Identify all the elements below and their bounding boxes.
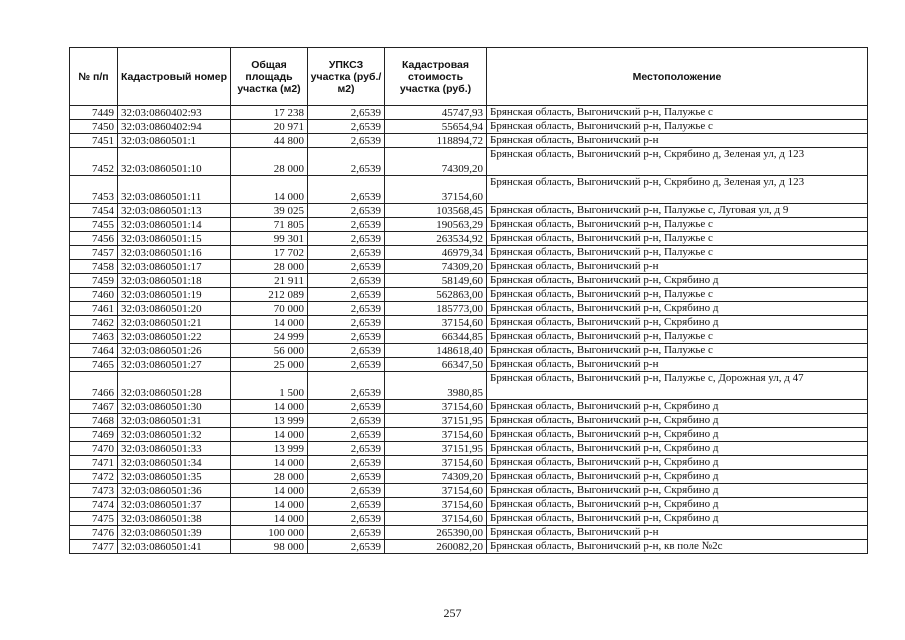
row-num: 7470 [70, 442, 118, 456]
row-area: 98 000 [231, 540, 308, 554]
row-rate: 2,6539 [308, 498, 385, 512]
row-num: 7457 [70, 246, 118, 260]
row-num: 7462 [70, 316, 118, 330]
row-area: 212 089 [231, 288, 308, 302]
row-rate: 2,6539 [308, 120, 385, 134]
table-row [70, 316, 868, 330]
row-num: 7476 [70, 526, 118, 540]
row-num: 7451 [70, 134, 118, 148]
row-location: Брянская область, Выгоничский р-н, Палужье с [487, 288, 868, 302]
row-location: Брянская область, Выгоничский р-н [487, 358, 868, 372]
row-cost: 45747,93 [385, 106, 487, 120]
row-cost: 37154,60 [385, 498, 487, 512]
row-cost: 103568,45 [385, 204, 487, 218]
row-num: 7449 [70, 106, 118, 120]
row-area: 14 000 [231, 498, 308, 512]
row-area: 71 805 [231, 218, 308, 232]
row-location: Брянская область, Выгоничский р-н, Палужье с, Луговая ул, д 9 [487, 204, 868, 218]
row-cost: 265390,00 [385, 526, 487, 540]
table-row [70, 540, 868, 554]
row-rate: 2,6539 [308, 344, 385, 358]
table-row [70, 260, 868, 274]
row-location: Брянская область, Выгоничский р-н, Скрябино д [487, 512, 868, 526]
row-num: 7468 [70, 414, 118, 428]
table-row [70, 512, 868, 526]
row-num: 7463 [70, 330, 118, 344]
row-cost: 37154,60 [385, 484, 487, 498]
row-cadastral-number: 32:03:0860501:33 [118, 442, 231, 456]
row-cadastral-number: 32:03:0860501:32 [118, 428, 231, 442]
row-area: 28 000 [231, 470, 308, 484]
row-num: 7458 [70, 260, 118, 274]
row-location: Брянская область, Выгоничский р-н [487, 526, 868, 540]
row-num: 7477 [70, 540, 118, 554]
row-cost: 37151,95 [385, 442, 487, 456]
row-area: 70 000 [231, 302, 308, 316]
header-cadastral: Кадастровый номер [118, 48, 231, 106]
row-location: Брянская область, Выгоничский р-н, Скрябино д [487, 498, 868, 512]
header-cost: Кадастровая стоимость участка (руб.) [385, 48, 487, 106]
row-cost: 37154,60 [385, 512, 487, 526]
row-cadastral-number: 32:03:0860501:18 [118, 274, 231, 288]
row-rate: 2,6539 [308, 288, 385, 302]
row-area: 14 000 [231, 400, 308, 414]
row-rate: 2,6539 [308, 428, 385, 442]
row-location: Брянская область, Выгоничский р-н, Скрябино д [487, 484, 868, 498]
row-num: 7467 [70, 400, 118, 414]
row-location: Брянская область, Выгоничский р-н, Скрябино д [487, 302, 868, 316]
row-area: 25 000 [231, 358, 308, 372]
row-rate: 2,6539 [308, 246, 385, 260]
row-area: 20 971 [231, 120, 308, 134]
table-row [70, 400, 868, 414]
row-cost: 118894,72 [385, 134, 487, 148]
row-area: 17 702 [231, 246, 308, 260]
table-row [70, 148, 868, 176]
table-row [70, 456, 868, 470]
header-location: Местоположение [487, 48, 868, 106]
row-cost: 74309,20 [385, 260, 487, 274]
row-cadastral-number: 32:03:0860501:30 [118, 400, 231, 414]
row-rate: 2,6539 [308, 148, 385, 176]
row-rate: 2,6539 [308, 218, 385, 232]
row-location: Брянская область, Выгоничский р-н, Скрябино д [487, 470, 868, 484]
row-num: 7460 [70, 288, 118, 302]
row-cadastral-number: 32:03:0860501:39 [118, 526, 231, 540]
row-cost: 66347,50 [385, 358, 487, 372]
row-area: 14 000 [231, 512, 308, 526]
row-rate: 2,6539 [308, 302, 385, 316]
table-row [70, 302, 868, 316]
row-area: 39 025 [231, 204, 308, 218]
row-rate: 2,6539 [308, 414, 385, 428]
row-cost: 55654,94 [385, 120, 487, 134]
row-area: 44 800 [231, 134, 308, 148]
row-location: Брянская область, Выгоничский р-н, Скрябино д [487, 316, 868, 330]
row-num: 7461 [70, 302, 118, 316]
header-num: № п/п [70, 48, 118, 106]
row-cadastral-number: 32:03:0860501:14 [118, 218, 231, 232]
row-cadastral-number: 32:03:0860402:94 [118, 120, 231, 134]
row-location: Брянская область, Выгоничский р-н, Скрябино д [487, 428, 868, 442]
row-cost: 37154,60 [385, 176, 487, 204]
table-row [70, 232, 868, 246]
row-cost: 74309,20 [385, 470, 487, 484]
table-row [70, 484, 868, 498]
row-location: Брянская область, Выгоничский р-н, Палужье с [487, 232, 868, 246]
row-area: 14 000 [231, 428, 308, 442]
row-cadastral-number: 32:03:0860501:36 [118, 484, 231, 498]
row-num: 7464 [70, 344, 118, 358]
row-rate: 2,6539 [308, 260, 385, 274]
row-cadastral-number: 32:03:0860501:22 [118, 330, 231, 344]
row-cadastral-number: 32:03:0860501:31 [118, 414, 231, 428]
row-area: 28 000 [231, 260, 308, 274]
row-num: 7455 [70, 218, 118, 232]
row-area: 24 999 [231, 330, 308, 344]
row-cost: 37154,60 [385, 400, 487, 414]
table-row [70, 470, 868, 484]
row-rate: 2,6539 [308, 484, 385, 498]
row-num: 7473 [70, 484, 118, 498]
row-cost: 185773,00 [385, 302, 487, 316]
table-row [70, 106, 868, 120]
row-cost: 37151,95 [385, 414, 487, 428]
row-area: 100 000 [231, 526, 308, 540]
row-cost: 58149,60 [385, 274, 487, 288]
row-location: Брянская область, Выгоничский р-н [487, 260, 868, 274]
table-row [70, 134, 868, 148]
table-row [70, 176, 868, 204]
table-row [70, 358, 868, 372]
row-cost: 66344,85 [385, 330, 487, 344]
row-area: 13 999 [231, 414, 308, 428]
row-cost: 37154,60 [385, 456, 487, 470]
row-location: Брянская область, Выгоничский р-н, Скрябино д, Зеленая ул, д 123 [487, 176, 868, 204]
row-num: 7475 [70, 512, 118, 526]
row-rate: 2,6539 [308, 526, 385, 540]
row-cadastral-number: 32:03:0860501:34 [118, 456, 231, 470]
row-num: 7459 [70, 274, 118, 288]
row-area: 21 911 [231, 274, 308, 288]
row-cadastral-number: 32:03:0860501:16 [118, 246, 231, 260]
row-num: 7471 [70, 456, 118, 470]
row-cadastral-number: 32:03:0860501:13 [118, 204, 231, 218]
row-num: 7465 [70, 358, 118, 372]
row-location: Брянская область, Выгоничский р-н, Палужье с [487, 246, 868, 260]
row-cost: 260082,20 [385, 540, 487, 554]
row-location: Брянская область, Выгоничский р-н, Палужье с [487, 330, 868, 344]
row-num: 7474 [70, 498, 118, 512]
row-location: Брянская область, Выгоничский р-н, Скрябино д, Зеленая ул, д 123 [487, 148, 868, 176]
row-rate: 2,6539 [308, 400, 385, 414]
row-cadastral-number: 32:03:0860501:27 [118, 358, 231, 372]
table-row [70, 428, 868, 442]
table-row [70, 274, 868, 288]
row-num: 7456 [70, 232, 118, 246]
row-cadastral-number: 32:03:0860501:37 [118, 498, 231, 512]
table-row [70, 414, 868, 428]
row-location: Брянская область, Выгоничский р-н, кв поле №2с [487, 540, 868, 554]
row-area: 28 000 [231, 148, 308, 176]
row-location: Брянская область, Выгоничский р-н, Палужье с, Дорожная ул, д 47 [487, 372, 868, 400]
row-rate: 2,6539 [308, 232, 385, 246]
row-cost: 562863,00 [385, 288, 487, 302]
row-cost: 46979,34 [385, 246, 487, 260]
row-num: 7450 [70, 120, 118, 134]
row-num: 7453 [70, 176, 118, 204]
table-row [70, 442, 868, 456]
table-row [70, 498, 868, 512]
row-location: Брянская область, Выгоничский р-н, Скрябино д [487, 442, 868, 456]
row-cadastral-number: 32:03:0860501:1 [118, 134, 231, 148]
row-location: Брянская область, Выгоничский р-н [487, 134, 868, 148]
row-cost: 74309,20 [385, 148, 487, 176]
row-location: Брянская область, Выгоничский р-н, Палужье с [487, 120, 868, 134]
row-area: 14 000 [231, 176, 308, 204]
row-num: 7469 [70, 428, 118, 442]
row-rate: 2,6539 [308, 330, 385, 344]
table-row [70, 120, 868, 134]
row-cost: 3980,85 [385, 372, 487, 400]
row-cost: 263534,92 [385, 232, 487, 246]
row-rate: 2,6539 [308, 456, 385, 470]
row-location: Брянская область, Выгоничский р-н, Скрябино д [487, 274, 868, 288]
row-area: 1 500 [231, 372, 308, 400]
row-cadastral-number: 32:03:0860501:35 [118, 470, 231, 484]
row-area: 14 000 [231, 484, 308, 498]
row-rate: 2,6539 [308, 372, 385, 400]
row-cadastral-number: 32:03:0860501:19 [118, 288, 231, 302]
table-row [70, 344, 868, 358]
row-cadastral-number: 32:03:0860501:38 [118, 512, 231, 526]
row-area: 14 000 [231, 456, 308, 470]
row-cadastral-number: 32:03:0860501:26 [118, 344, 231, 358]
row-cadastral-number: 32:03:0860501:15 [118, 232, 231, 246]
table-header-row [70, 48, 868, 106]
row-rate: 2,6539 [308, 274, 385, 288]
row-cadastral-number: 32:03:0860501:11 [118, 176, 231, 204]
row-rate: 2,6539 [308, 106, 385, 120]
row-cadastral-number: 32:03:0860501:28 [118, 372, 231, 400]
row-rate: 2,6539 [308, 176, 385, 204]
row-num: 7454 [70, 204, 118, 218]
row-location: Брянская область, Выгоничский р-н, Палужье с [487, 218, 868, 232]
table-row [70, 288, 868, 302]
row-area: 14 000 [231, 316, 308, 330]
row-rate: 2,6539 [308, 470, 385, 484]
row-cadastral-number: 32:03:0860501:20 [118, 302, 231, 316]
row-cadastral-number: 32:03:0860501:10 [118, 148, 231, 176]
table-row [70, 204, 868, 218]
row-rate: 2,6539 [308, 442, 385, 456]
row-area: 13 999 [231, 442, 308, 456]
cadastral-table [69, 47, 868, 554]
row-location: Брянская область, Выгоничский р-н, Палужье с [487, 344, 868, 358]
row-cadastral-number: 32:03:0860402:93 [118, 106, 231, 120]
row-rate: 2,6539 [308, 512, 385, 526]
row-num: 7466 [70, 372, 118, 400]
row-cost: 190563,29 [385, 218, 487, 232]
row-cost: 148618,40 [385, 344, 487, 358]
row-rate: 2,6539 [308, 134, 385, 148]
row-rate: 2,6539 [308, 204, 385, 218]
table-row [70, 218, 868, 232]
row-location: Брянская область, Выгоничский р-н, Скрябино д [487, 414, 868, 428]
row-rate: 2,6539 [308, 358, 385, 372]
row-cost: 37154,60 [385, 428, 487, 442]
header-area: Общая площадь участка (м2) [231, 48, 308, 106]
row-num: 7472 [70, 470, 118, 484]
row-location: Брянская область, Выгоничский р-н, Палужье с [487, 106, 868, 120]
row-area: 56 000 [231, 344, 308, 358]
table-row [70, 526, 868, 540]
row-area: 99 301 [231, 232, 308, 246]
row-area: 17 238 [231, 106, 308, 120]
table-row [70, 330, 868, 344]
page-number: 257 [443, 606, 462, 620]
row-cadastral-number: 32:03:0860501:21 [118, 316, 231, 330]
row-cadastral-number: 32:03:0860501:17 [118, 260, 231, 274]
row-cost: 37154,60 [385, 316, 487, 330]
row-location: Брянская область, Выгоничский р-н, Скрябино д [487, 400, 868, 414]
row-num: 7452 [70, 148, 118, 176]
row-cadastral-number: 32:03:0860501:41 [118, 540, 231, 554]
row-location: Брянская область, Выгоничский р-н, Скрябино д [487, 456, 868, 470]
header-rate: УПКСЗ участка (руб./м2) [308, 48, 385, 106]
row-rate: 2,6539 [308, 316, 385, 330]
row-rate: 2,6539 [308, 540, 385, 554]
table-row [70, 372, 868, 400]
table-row [70, 246, 868, 260]
